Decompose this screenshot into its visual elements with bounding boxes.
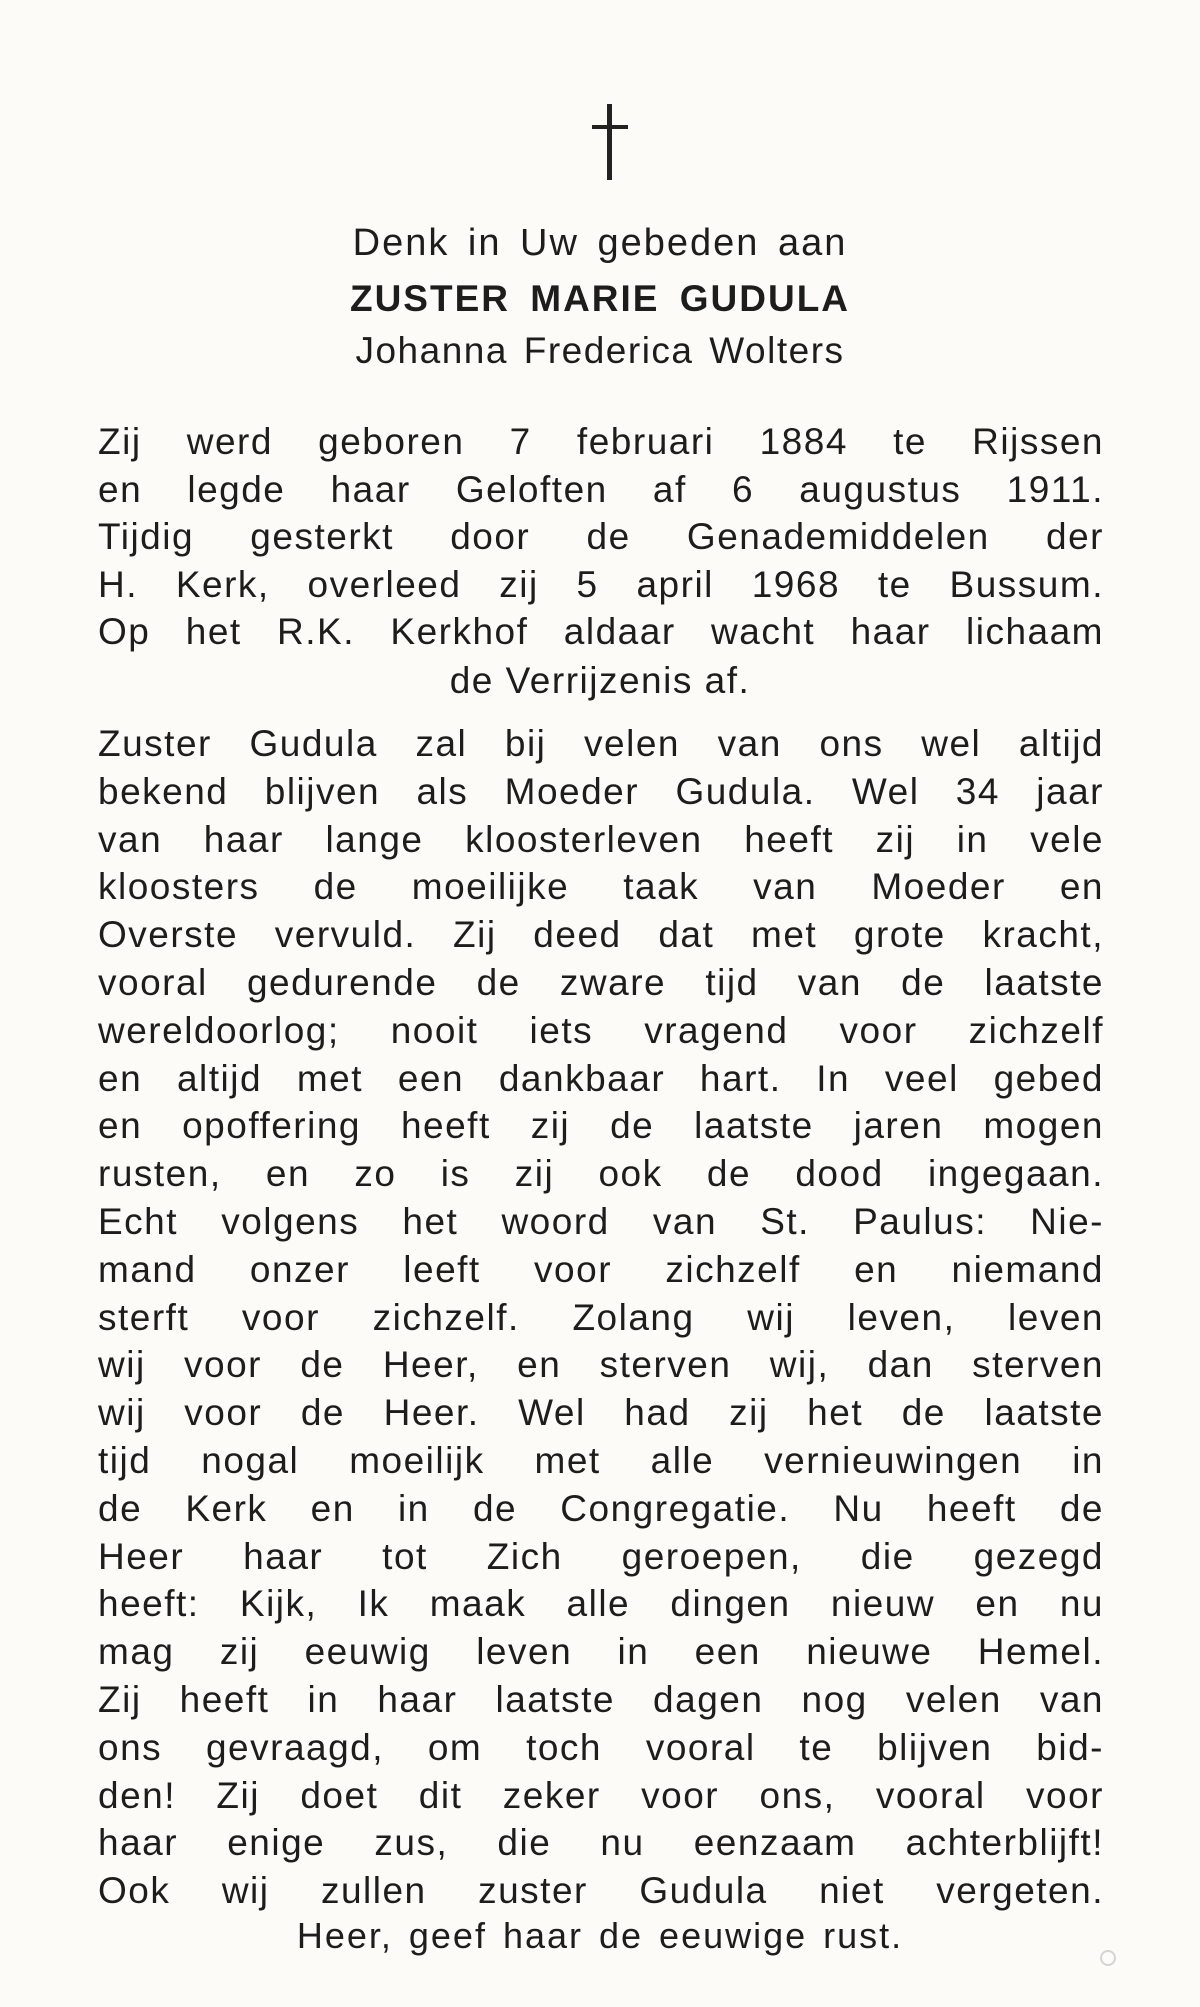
text-line: tijd nogal moeilijk met alle vernieuwingen in	[98, 1439, 1104, 1481]
text-line: kloosters de moeilijke taak van Moeder en	[98, 866, 1104, 908]
tribute-paragraph	[98, 720, 1104, 1915]
text-line: Zij heeft in haar laatste dagen nog velen van	[98, 1678, 1104, 1720]
text-line: sterft voor zichzelf. Zolang wij leven, leven	[98, 1296, 1104, 1338]
text-line: bekend blijven als Moeder Gudula. Wel 34 jaar	[98, 770, 1104, 812]
text-line: de Kerk en in de Congregatie. Nu heeft de	[98, 1487, 1104, 1529]
text-line: Echt volgens het woord van St. Paulus: Nie-	[98, 1200, 1104, 1242]
text-line: en legde haar Geloften af 6 augustus 1911.	[98, 468, 1104, 510]
text-line: en opoffering heeft zij de laatste jaren mogen	[98, 1105, 1104, 1147]
text-line: wij voor de Heer. Wel had zij het de laatste	[98, 1392, 1104, 1434]
text-line: ons gevraagd, om toch vooral te blijven bid-	[98, 1726, 1104, 1768]
closing-prayer: Heer, geef haar de eeuwige rust.	[296, 1915, 904, 1956]
text-line: Heer haar tot Zich geroepen, die gezegd	[98, 1535, 1104, 1577]
text-line: wereldoorlog; nooit iets vragend voor zichzelf	[98, 1009, 1104, 1051]
text-line: mag zij eeuwig leven in een nieuwe Hemel.	[98, 1631, 1104, 1673]
text-line: rusten, en zo is zij ook de dood ingegaan.	[98, 1153, 1104, 1195]
biography-paragraph	[98, 418, 1104, 656]
biography-last-line: de Verrijzenis af.	[449, 660, 751, 701]
deceased-full-name: Johanna Frederica Wolters	[355, 330, 845, 371]
deceased-name: ZUSTER MARIE GUDULA	[349, 278, 851, 319]
text-line: den! Zij doet dit zeker voor ons, vooral voor	[98, 1774, 1104, 1816]
text-line: Tijdig gesterkt door de Genademiddelen der	[98, 516, 1104, 557]
text-line: Overste vervuld. Zij deed dat met grote kracht,	[98, 914, 1104, 956]
text-line: haar enige zus, die nu eenzaam achterblijft!	[98, 1822, 1104, 1864]
intro-text: Denk in Uw gebeden aan	[352, 222, 848, 264]
text-line: Zij werd geboren 7 februari 1884 te Rijssen	[98, 421, 1104, 462]
text-line: vooral gedurende de zware tijd van de laatste	[98, 961, 1104, 1003]
text-line: Ook wij zullen zuster Gudula niet vergeten.	[98, 1870, 1104, 1912]
text-line: mand onzer leeft voor zichzelf en niemand	[98, 1248, 1104, 1290]
text-line: Zuster Gudula zal bij velen van ons wel altijd	[98, 723, 1104, 764]
text-line: Op het R.K. Kerkhof aldaar wacht haar lichaam	[98, 611, 1104, 652]
text-line: heeft: Kijk, Ik maak alle dingen nieuw en nu	[98, 1583, 1104, 1625]
text-line: wij voor de Heer, en sterven wij, dan sterven	[98, 1344, 1104, 1386]
text-line: H. Kerk, overleed zij 5 april 1968 te Bussum.	[98, 563, 1104, 605]
paper-speck	[1100, 1950, 1116, 1966]
cross-icon	[590, 104, 630, 180]
text-line: van haar lange kloosterleven heeft zij in vele	[98, 818, 1104, 860]
text-line: en altijd met een dankbaar hart. In veel gebed	[98, 1057, 1104, 1099]
